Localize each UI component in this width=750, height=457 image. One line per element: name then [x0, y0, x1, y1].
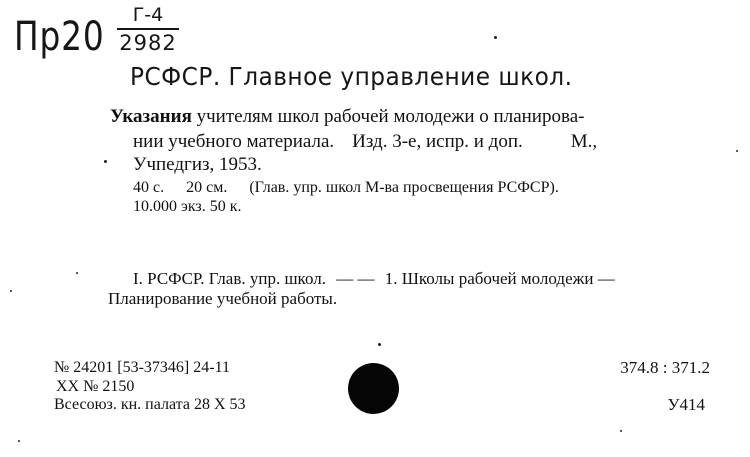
series-note: (Глав. упр. школ М-ва просвещения РСФСР). [249, 179, 559, 196]
handwritten-author-heading: РСФСР. Главное управление школ. [130, 62, 573, 91]
speck [10, 290, 12, 292]
series-number: XX № 2150 [56, 378, 135, 395]
speck [104, 160, 107, 163]
title-text: учителям школ рабочей молодежи о планирова- [191, 106, 585, 127]
tracings-line-1 [133, 268, 615, 290]
book-size: 20 см. [186, 179, 228, 196]
tracing-subject: 1. Школы рабочей молодежи — [384, 269, 615, 288]
speck [378, 343, 381, 346]
speck [494, 36, 497, 39]
title-keyword: Указания [110, 106, 192, 127]
tracings-line-2: Планирование учебной работы. [108, 289, 338, 308]
tracing-author: I. РСФСР. Глав. упр. школ. [133, 269, 326, 288]
page-count: 40 с. [133, 179, 165, 196]
fraction-denominator: 2982 [119, 31, 177, 55]
title-continuation: нии учебного материала. [133, 131, 335, 152]
speck [76, 272, 78, 274]
handwritten-shelf-fraction [113, 4, 183, 54]
author-mark: У414 [667, 395, 705, 414]
record-number: № 24201 [53-37346] 24-11 [54, 359, 230, 376]
edition-statement: Изд. 3-е, испр. и доп. [352, 131, 523, 152]
punch-hole [348, 363, 399, 414]
speck [736, 150, 738, 152]
handwritten-call-code: Пр20 [14, 14, 105, 60]
publication-place: М., [570, 131, 598, 152]
tracing-dash: — — [336, 269, 375, 288]
classification-number: 374.8 : 371.2 [620, 358, 710, 377]
fraction-numerator: Г-4 [132, 4, 164, 26]
fraction-bar [117, 28, 179, 30]
title-line-1 [110, 106, 584, 128]
print-run-price: 10.000 экз. 50 к. [133, 198, 242, 215]
book-chamber-line: Всесоюз. кн. палата 28 X 53 [54, 396, 246, 413]
publisher-year: Учпедгиз, 1953. [133, 154, 262, 175]
speck [620, 430, 622, 432]
speck [18, 440, 20, 442]
title-line-2 [133, 131, 597, 153]
